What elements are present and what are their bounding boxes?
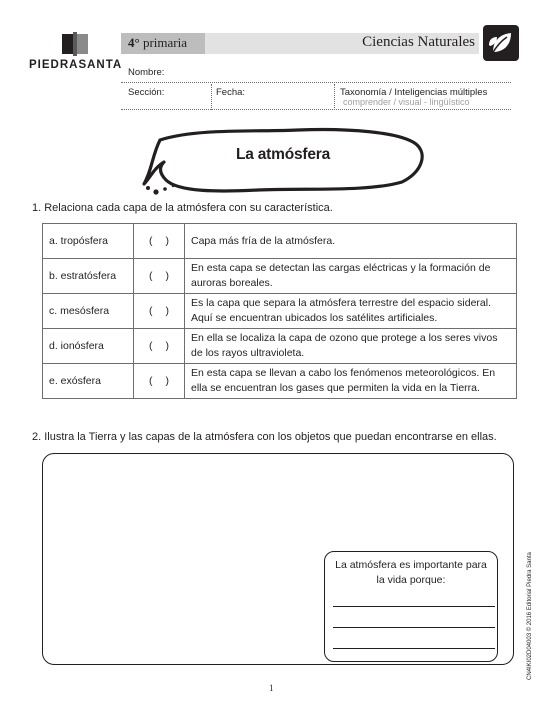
question-1: 1. Relaciona cada capa de la atmósfera con su característica. xyxy=(32,202,333,214)
publisher-logo: PIEDRASANTA xyxy=(29,59,123,71)
page-number: 1 xyxy=(269,683,274,693)
table-row xyxy=(43,294,517,329)
description-cell: En ella se localiza la capa de ozono que protege a los seres vivos de los rayos ultravioleta. xyxy=(185,329,517,364)
layer-cell: c. mesósfera xyxy=(43,294,134,329)
answer-parentheses[interactable]: ( ) xyxy=(134,329,185,364)
subject-title: Ciencias Naturales xyxy=(362,34,475,50)
table-row xyxy=(43,224,517,259)
description-cell: En esta capa se detectan las cargas eléctricas y la formación de auroras boreales. xyxy=(185,259,517,294)
answer-parentheses[interactable]: ( ) xyxy=(134,224,185,259)
page-title: La atmósfera xyxy=(235,146,331,163)
description-cell: Es la capa que separa la atmósfera terrestre del espacio sideral. Aquí se encuentran ubicados los satélites artificiales. xyxy=(185,294,517,329)
answer-parentheses[interactable]: ( ) xyxy=(134,294,185,329)
section-line xyxy=(121,109,511,110)
leaf-icon xyxy=(483,25,519,61)
writing-line[interactable] xyxy=(333,606,495,607)
description-cell: En esta capa se llevan a cabo los fenómenos meteorológicos. En ella se encuentran los gases que permiten la vida en la Tierra. xyxy=(185,364,517,399)
table-row xyxy=(43,364,517,399)
writing-line[interactable] xyxy=(333,627,495,628)
layer-cell: e. exósfera xyxy=(43,364,134,399)
name-label: Nombre: xyxy=(128,67,165,78)
document-code: CN4IKI02D04003 © 2016 Editorial Piedra Santa xyxy=(527,552,533,680)
grade-label: 4° primaria xyxy=(128,35,187,50)
taxonomy-label: Taxonomía / Inteligencias múltiples xyxy=(340,87,488,98)
section-label: Sección: xyxy=(128,87,165,98)
layer-cell: b. estratósfera xyxy=(43,259,134,294)
book-icon xyxy=(60,30,90,58)
note-text: La atmósfera es importante para la vida porque: xyxy=(335,559,487,586)
answer-parentheses[interactable]: ( ) xyxy=(134,259,185,294)
date-label: Fecha: xyxy=(216,87,246,98)
taxonomy-sub: comprender / visual - lingüístico xyxy=(343,97,470,107)
layer-cell: d. ionósfera xyxy=(43,329,134,364)
writing-line[interactable] xyxy=(333,648,495,649)
description-cell: Capa más fría de la atmósfera. xyxy=(185,224,517,259)
question-2: 2. Ilustra la Tierra y las capas de la atmósfera con los objetos que puedan encontrarse en ellas. xyxy=(32,431,497,443)
table-row xyxy=(43,329,517,364)
table-row xyxy=(43,259,517,294)
name-line xyxy=(121,82,511,83)
answer-parentheses[interactable]: ( ) xyxy=(134,364,185,399)
matching-table xyxy=(42,223,517,399)
layer-cell: a. tropósfera xyxy=(43,224,134,259)
